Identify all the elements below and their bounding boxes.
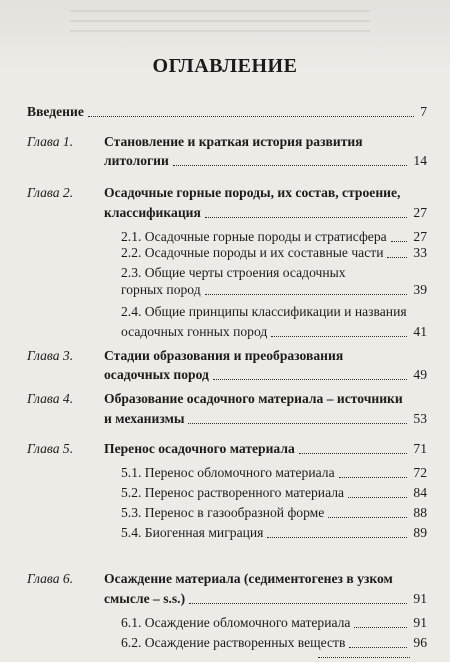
subentry-title: горных пород: [121, 282, 201, 297]
entry-title: Осадочные горные породы, их состав, строение,: [104, 185, 401, 200]
page-number: 71: [413, 441, 427, 456]
page-number: 96: [413, 635, 427, 650]
chapter-label: Глава 5.: [27, 441, 74, 456]
page-number: 49: [413, 367, 427, 382]
page-number: 27: [413, 205, 427, 220]
entry-title: смысле – s.s.): [104, 591, 186, 606]
dot-leader: [205, 217, 408, 218]
dot-leader: [318, 657, 410, 658]
dot-leader: [189, 603, 407, 604]
page-number: 27: [413, 229, 427, 244]
page-number: 33: [413, 245, 427, 260]
subentry-title: 2.4. Общие принципы классификации и названия: [121, 304, 407, 319]
page-number: 41: [413, 324, 427, 339]
page-number: 89: [413, 525, 427, 540]
dot-leader: [205, 294, 408, 295]
subentry-title: 5.1. Перенос обломочного материала: [121, 465, 335, 480]
subentry-title: 6.1. Осаждение обломочного материала: [121, 615, 351, 630]
entry-title: Введение: [27, 104, 84, 119]
entry-title: осадочных пород: [104, 367, 209, 382]
subentry-title: 2.2. Осадочные породы и их составные части: [121, 245, 384, 260]
page-number: 72: [413, 465, 427, 480]
page-number: 84: [413, 485, 427, 500]
subentry-title: 6.2. Осаждение растворенных веществ: [121, 635, 346, 650]
entry-title: Образование осадочного материала – источники: [104, 391, 403, 406]
page-number: 7: [420, 104, 427, 119]
chapter-label: Глава 1.: [27, 134, 74, 149]
entry-title: Стадии образования и преобразования: [104, 348, 344, 363]
page-number: 88: [413, 505, 427, 520]
page-number: 53: [413, 411, 427, 426]
subentry-title: осадочных гонных пород: [121, 324, 268, 339]
chapter-label: Глава 3.: [27, 348, 74, 363]
page-number: 91: [413, 591, 427, 606]
dot-leader: [88, 116, 414, 117]
entry-title: Становление и краткая история развития: [104, 134, 363, 149]
page-number: 91: [413, 615, 427, 630]
subentry-title: 5.4. Биогенная миграция: [121, 525, 264, 540]
subentry-title: 5.3. Перенос в газообразной форме: [121, 505, 325, 520]
chapter-label: Глава 2.: [27, 185, 74, 200]
entry-title: Перенос осадочного материала: [104, 441, 295, 456]
dot-leader: [173, 165, 408, 166]
subentry-title: 2.3. Общие черты строения осадочных: [121, 265, 346, 280]
page-title: ОГЛАВЛЕНИЕ: [152, 55, 298, 77]
entry-title: литологии: [104, 153, 169, 168]
entry-title: Осаждение материала (седиментогенез в узком: [104, 571, 393, 586]
subentry-title: 5.2. Перенос растворенного материала: [121, 485, 345, 500]
entry-title: классификация: [104, 205, 201, 220]
chapter-label: Глава 6.: [27, 571, 74, 586]
chapter-label: Глава 4.: [27, 391, 74, 406]
subentry-title: 2.1. Осадочные горные породы и стратисфера: [121, 229, 387, 244]
page-number: 14: [413, 153, 427, 168]
dot-leader: [213, 379, 408, 380]
page-number: 39: [413, 282, 427, 297]
entry-title: и механизмы: [104, 411, 185, 426]
dot-leader: [188, 423, 407, 424]
